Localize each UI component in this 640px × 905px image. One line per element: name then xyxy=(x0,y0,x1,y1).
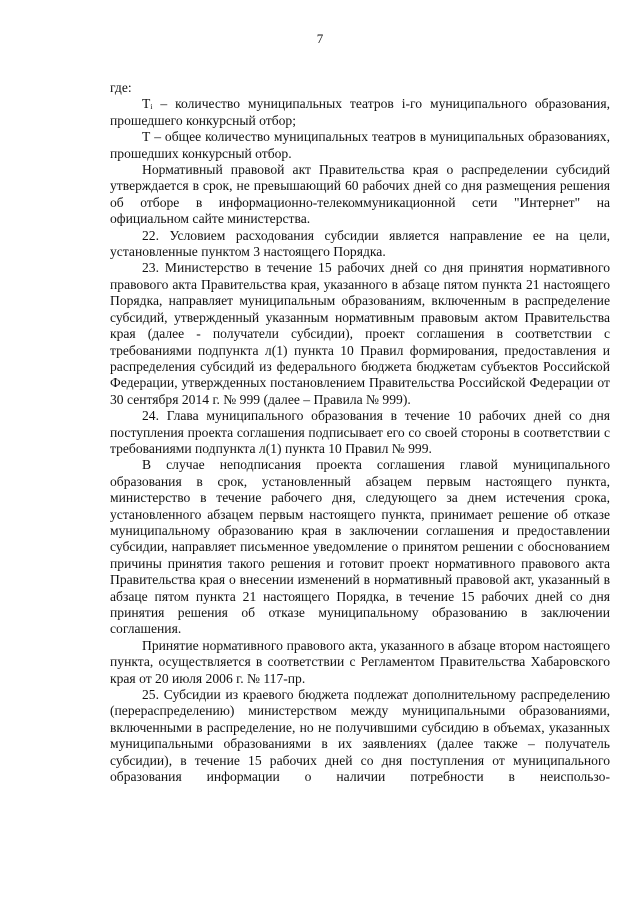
document-body xyxy=(110,80,610,785)
paragraph-t-definition: Т – общее количество муниципальных театров в муниципальных образованиях, прошедших конкурсный отбор. xyxy=(110,129,610,161)
paragraph-normative-act: Нормативный правовой акт Правительства края о распределении субсидий утверждается в срок, не превышающий 60 рабочих дней со дня размещения решения об отборе в информационно-телекоммуникационной сети "Интернет" на официальном сайте министерства. xyxy=(110,162,610,227)
page-number: 7 xyxy=(316,31,324,46)
paragraph-23: 23. Министерство в течение 15 рабочих дней со дня принятия нормативного правового акта Правительства края, указанного в абзаце пятом пункта 21 настоящего Порядка, направляет муниципальным образованиям, включенным в распределение субсидий, утвержденный указанным нормативным правовым актом Правительства края (далее - получатели субсидии), проект соглашения в соответствии с требованиями подпункта л(1) пункта 10 Правил формирования, предоставления и распределения субсидий из федерального бюджета бюджетам субъектов Российской Федерации, утвержденных постановлением Правительства Российской Федерации от 30 сентября 2014 г. № 999 (далее – Правила № 999). xyxy=(110,260,610,407)
paragraph-24: 24. Глава муниципального образования в течение 10 рабочих дней со дня поступления проекта соглашения подписывает его со своей стороны в соответствии с требованиями подпункта л(1) пункта 10 Правил № 999. xyxy=(110,408,610,456)
paragraph-where: где: xyxy=(110,80,132,95)
paragraph-25: 25. Субсидии из краевого бюджета подлежат дополнительному распределению (перераспределению) министерством между муниципальными образованиями, включенными в распределение, но не получившими субсидию в объемах, указанных муниципальными образованиями в их заявлениях (далее также – получатель субсидии), в течение 15 рабочих дней со дня поступления от муниципального образования информации о наличии потребности в неиспользо- xyxy=(110,687,610,785)
paragraph-ti-definition: Tᵢ – количество муниципальных театров i-го муниципального образования, прошедшего конкурсный отбор; xyxy=(110,96,610,128)
paragraph-22: 22. Условием расходования субсидии является направление ее на цели, установленные пунктом 3 настоящего Порядка. xyxy=(110,227,610,260)
paragraph-24-regulation: Принятие нормативного правового акта, указанного в абзаце втором настоящего пункта, осуществляется в соответствии с Регламентом Правительства Хабаровского края от 20 июля 2006 г. № 117-пр. xyxy=(110,637,610,686)
paragraph-24-refusal: В случае неподписания проекта соглашения главой муниципального образования в срок, установленный абзацем первым настоящего пункта, министерство в течение рабочего дня, следующего за днем истечения срока, установленного абзацем первым настоящего пункта, принимает решение об отказе муниципальному образованию края в заключении соглашения и предоставлении субсидии, направляет письменное уведомление о принятом решении с обоснованием причины принятия такого решения и готовит проект нормативного правового акта Правительства края о внесении изменений в нормативный правовой акт, указанный в абзаце пятом пункта 21 настоящего Порядка, в течение 15 рабочих дней со дня принятия решения об отказе муниципальному образованию в заключении соглашения. xyxy=(110,457,610,637)
